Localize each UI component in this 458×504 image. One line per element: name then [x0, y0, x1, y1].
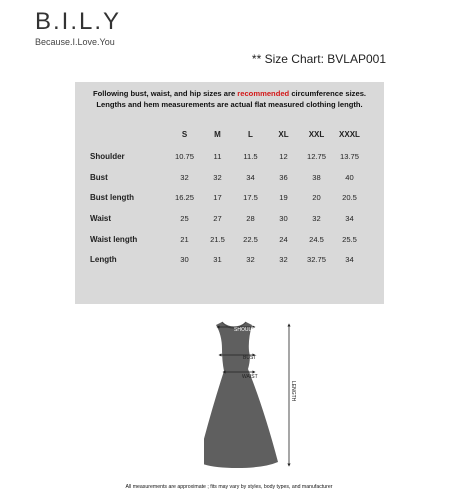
- table-cell: 20: [312, 193, 321, 203]
- table-cell: 12.75: [306, 151, 326, 161]
- bust-label: BUST: [243, 355, 257, 361]
- table-cell: 17.5: [243, 193, 258, 203]
- row-label: Waist: [90, 213, 112, 223]
- table-cell: 11: [213, 151, 222, 161]
- dress-measurement-diagram: [204, 319, 304, 469]
- table-cell: 11.5: [243, 151, 258, 161]
- footnote: All measurements are approximate ; fits may vary by styles, body types, and manufacturer: [125, 484, 333, 490]
- table-row: [90, 229, 366, 250]
- row-label: Bust length: [90, 193, 134, 203]
- table-row: [90, 146, 366, 167]
- row-label: Length: [90, 255, 117, 265]
- size-header-m: M: [214, 129, 221, 139]
- table-cell: 12: [279, 151, 288, 161]
- length-label: LENGTH: [290, 381, 296, 402]
- note-line1-before: Following bust, waist, and hip sizes are: [92, 89, 238, 98]
- table-row: [90, 208, 366, 229]
- table-cell: 30: [180, 255, 189, 265]
- table-cell: 34: [345, 213, 354, 223]
- table-cell: 25: [180, 213, 189, 223]
- brand-tagline: Because.I.Love.You: [35, 37, 115, 47]
- table-cell: 24: [279, 234, 288, 244]
- table-cell: 19: [279, 193, 288, 203]
- size-header-row: [90, 122, 366, 146]
- table-cell: 13.75: [339, 151, 359, 161]
- row-label: Bust: [90, 172, 108, 182]
- table-row: [90, 187, 366, 208]
- table-cell: 36: [279, 172, 288, 182]
- table-cell: 32: [279, 255, 288, 265]
- table-cell: 34: [345, 255, 354, 265]
- size-header-xxxl: XXXL: [339, 129, 360, 139]
- dress-silhouette: [204, 322, 278, 468]
- note-line2: Lengths and hem measurements are actual flat measured clothing length.: [96, 100, 363, 109]
- table-cell: 34: [246, 172, 255, 182]
- table-cell: 32: [312, 213, 321, 223]
- row-label: Shoulder: [90, 151, 125, 161]
- table-cell: 21.5: [210, 234, 225, 244]
- shoulder-label: SHOULDER: [234, 327, 262, 333]
- table-cell: 25.5: [342, 234, 357, 244]
- size-header-l: L: [248, 129, 253, 139]
- table-cell: 24.5: [309, 234, 324, 244]
- table-row: [90, 167, 366, 188]
- table-cell: 31: [213, 255, 222, 265]
- size-chart-title: ** Size Chart: BVLAP001: [251, 52, 386, 66]
- table-cell: 30: [279, 213, 288, 223]
- note-highlight: recommended: [237, 89, 290, 98]
- table-cell: 32: [213, 172, 222, 182]
- table-cell: 21: [180, 234, 189, 244]
- table-cell: 28: [246, 213, 255, 223]
- table-cell: 22.5: [243, 234, 258, 244]
- table-cell: 32: [180, 172, 189, 182]
- table-cell: 16.25: [174, 193, 194, 203]
- size-table: [90, 122, 366, 270]
- table-cell: 40: [345, 172, 354, 182]
- table-cell: 32.75: [306, 255, 326, 265]
- waist-label: WAIST: [242, 374, 258, 380]
- table-cell: 27: [213, 213, 222, 223]
- row-label: Waist length: [90, 234, 138, 244]
- table-cell: 17: [213, 193, 222, 203]
- header-corner: [90, 122, 168, 146]
- size-header-xxl: XXL: [308, 129, 325, 139]
- brand-logo: [35, 8, 121, 47]
- table-row: [90, 249, 366, 270]
- brand-name: B.I.L.Y: [35, 8, 122, 35]
- table-cell: 32: [246, 255, 255, 265]
- size-chart-panel: [75, 82, 384, 304]
- table-cell: 38: [312, 172, 321, 182]
- table-cell: 20.5: [342, 193, 357, 203]
- table-cell: 10.75: [174, 151, 194, 161]
- measurement-note: [75, 82, 384, 110]
- size-header-xl: XL: [278, 129, 289, 139]
- note-line1-after: circumference sizes.: [289, 89, 367, 98]
- size-header-s: S: [181, 129, 188, 139]
